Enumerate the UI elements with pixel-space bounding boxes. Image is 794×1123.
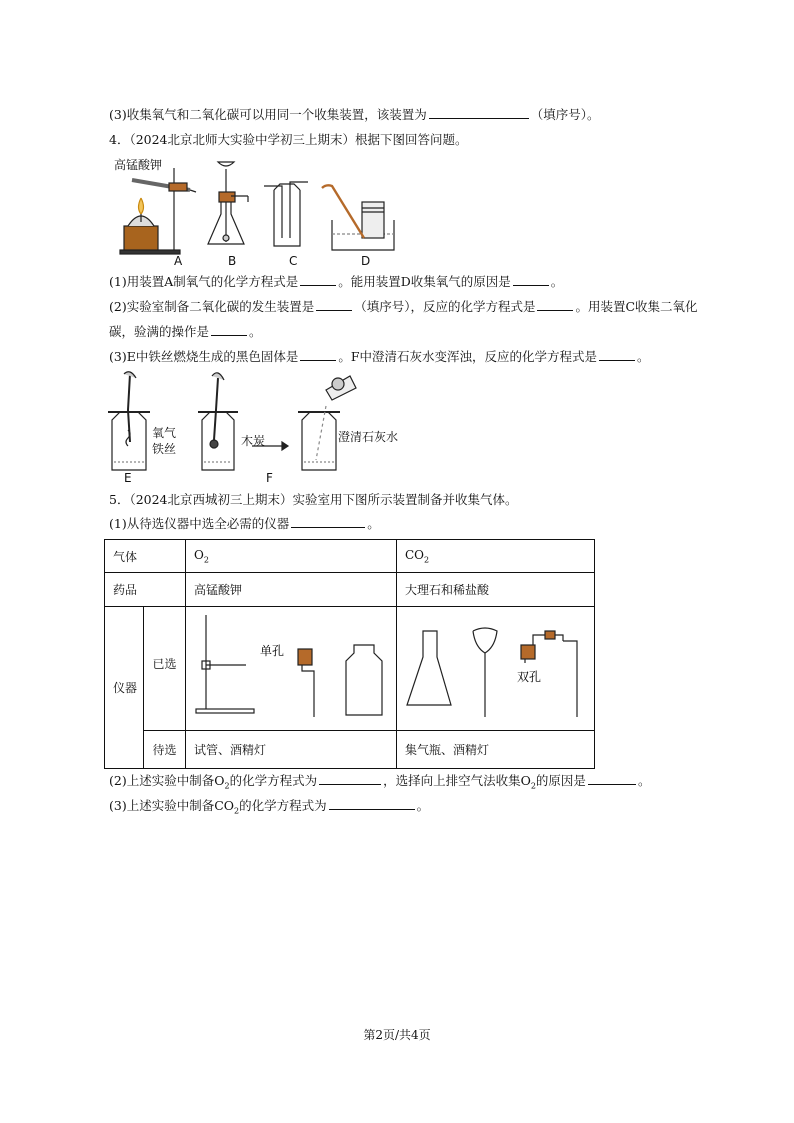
answer-blank[interactable] (599, 348, 635, 361)
cell-pending-co2: 集气瓶、酒精灯 (397, 731, 595, 769)
page-footer: 第2页/共4页 (363, 1028, 431, 1042)
label-double-hole: 双孔 (517, 670, 542, 684)
cell-instr-label: 仪器 (105, 607, 144, 769)
answer-blank[interactable] (429, 106, 529, 119)
q4-part2-cont: 碳，验满的操作是 。 (109, 324, 262, 339)
cell-gas-o2: $O_2$ (186, 540, 397, 573)
q3-line: (3)收集氧气和二氧化碳可以用同一个收集装置，该装置为 （填序号）。 (109, 107, 600, 122)
label-iron: 铁丝 (152, 442, 177, 456)
answer-blank[interactable] (316, 298, 352, 311)
answer-blank[interactable] (319, 772, 381, 785)
label-e: E (124, 471, 132, 485)
answer-blank[interactable] (329, 797, 415, 810)
apparatus-d (322, 185, 394, 250)
label-a: A (174, 254, 183, 268)
cell-drug-label: 药品 (105, 573, 186, 607)
q5-part3: (3)上述实验中制备$CO_2$的化学方程式为 。 (109, 798, 430, 816)
label-d: D (361, 254, 371, 268)
q5-header: 5．（2024北京西城初三上期末）实验室用下图所示装置制备并收集气体。 (109, 492, 518, 507)
answer-blank[interactable] (211, 323, 247, 336)
cell-drug-o2: 高锰酸钾 (186, 573, 397, 607)
q4-part3: (3)E中铁丝燃烧生成的黑色固体是 。F中澄清石灰水变浑浊，反应的化学方程式是 。 (109, 349, 650, 364)
label-kmno4: 高锰酸钾 (114, 158, 163, 172)
answer-blank[interactable] (291, 515, 365, 528)
apparatus-b (208, 162, 248, 244)
cell-drug-co2: 大理石和稀盐酸 (397, 573, 595, 607)
label-c: C (289, 254, 298, 268)
label-b: B (228, 254, 237, 268)
q5-part1: (1)从待选仪器中选全必需的仪器 。 (109, 516, 380, 531)
cell-pending-label: 待选 (144, 731, 186, 769)
q4-part2: (2)实验室制备二氧化碳的发生装置是 （填序号），反应的化学方程式是 。用装置C收集二氧化 (109, 299, 698, 314)
label-oxygen: 氧气 (152, 426, 177, 440)
label-limewater: 澄清石灰水 (338, 430, 399, 444)
apparatus-c (264, 182, 308, 246)
q4-part1: (1)用装置A制氧气的化学方程式是 。能用装置D收集氧气的原因是 。 (109, 274, 564, 289)
answer-blank[interactable] (513, 273, 549, 286)
cell-pending-o2: 试管、酒精灯 (186, 731, 397, 769)
answer-blank[interactable] (537, 298, 573, 311)
cell-selected-co2 (397, 607, 595, 731)
cell-selected-label: 已选 (144, 607, 186, 731)
q5-part2: (2)上述实验中制备$O_2$的化学方程式为 ，选择向上排空气法收集$O_2$的原因是 。 (109, 773, 651, 791)
cell-gas-label: 气体 (105, 540, 186, 573)
label-single-hole: 单孔 (260, 644, 285, 658)
answer-blank[interactable] (300, 273, 336, 286)
label-charcoal: 木炭 (241, 434, 266, 448)
answer-blank[interactable] (588, 772, 636, 785)
cell-gas-co2: $CO_2$ (397, 540, 595, 573)
answer-blank[interactable] (300, 348, 336, 361)
instrument-table (104, 539, 595, 769)
o2-selected-instruments (186, 607, 396, 730)
cell-selected-o2 (186, 607, 397, 731)
apparatus-a (120, 168, 196, 254)
label-f: F (266, 471, 273, 485)
co2-selected-instruments (397, 607, 594, 730)
q4-header: 4．（2024北京北师大实验中学初三上期末）根据下图回答问题。 (109, 132, 468, 147)
